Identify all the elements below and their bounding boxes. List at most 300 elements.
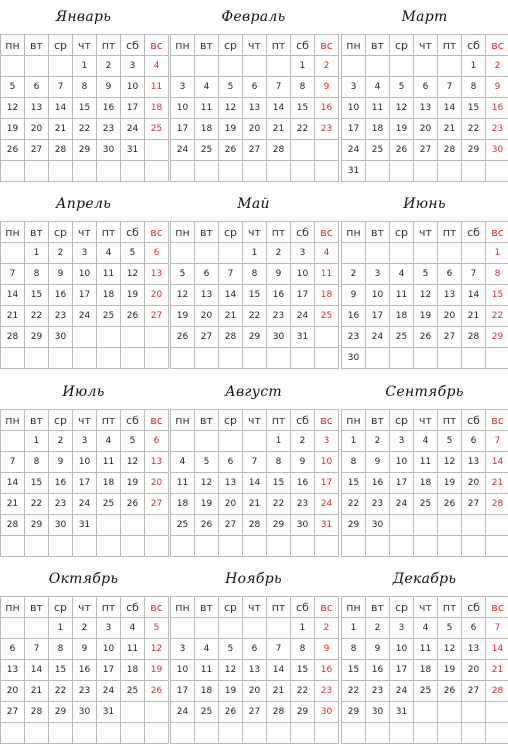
day-cell: 7 [1, 452, 25, 473]
weekday-label: ср [390, 35, 414, 56]
week-row [1, 536, 169, 557]
empty-cell [243, 56, 267, 77]
day-cell: 12 [438, 452, 462, 473]
empty-cell [121, 702, 145, 723]
day-cell: 26 [171, 327, 195, 348]
empty-cell [25, 161, 49, 182]
week-row [1, 681, 169, 702]
day-cell: 25 [414, 681, 438, 702]
day-cell: 19 [121, 473, 145, 494]
day-cell: 4 [121, 618, 145, 639]
day-cell: 10 [73, 452, 97, 473]
day-cell: 3 [366, 264, 390, 285]
day-cell: 15 [291, 98, 315, 119]
day-cell: 6 [462, 431, 486, 452]
day-cell: 26 [121, 494, 145, 515]
empty-cell [291, 348, 315, 369]
weekday-label: чт [73, 35, 97, 56]
day-cell: 30 [366, 515, 390, 536]
weekday-label: пт [267, 222, 291, 243]
empty-cell [97, 348, 121, 369]
day-cell: 5 [438, 618, 462, 639]
day-cell: 5 [171, 264, 195, 285]
day-cell: 12 [171, 285, 195, 306]
week-row [1, 618, 169, 639]
weekday-label: вт [25, 222, 49, 243]
empty-cell [342, 536, 366, 557]
day-cell: 29 [267, 515, 291, 536]
day-cell: 5 [438, 431, 462, 452]
weekday-label: ср [390, 410, 414, 431]
day-cell: 27 [195, 327, 219, 348]
day-cell: 11 [97, 264, 121, 285]
day-cell: 14 [486, 452, 508, 473]
week-row [171, 348, 339, 369]
month-title: Май [170, 187, 337, 221]
empty-cell [462, 515, 486, 536]
empty-cell [315, 327, 339, 348]
empty-cell [25, 348, 49, 369]
weekday-label: чт [243, 410, 267, 431]
day-cell: 11 [145, 77, 169, 98]
empty-cell [462, 161, 486, 182]
day-cell: 28 [438, 140, 462, 161]
empty-cell [145, 327, 169, 348]
day-cell: 22 [462, 119, 486, 140]
day-cell: 4 [195, 77, 219, 98]
day-cell: 4 [315, 243, 339, 264]
empty-cell [49, 56, 73, 77]
weekday-label: вт [195, 597, 219, 618]
day-cell: 25 [97, 494, 121, 515]
day-cell: 13 [243, 98, 267, 119]
day-cell: 1 [342, 431, 366, 452]
weekday-header-row [342, 597, 508, 618]
empty-cell [145, 515, 169, 536]
day-cell: 31 [121, 140, 145, 161]
weekday-header-row [1, 35, 169, 56]
day-cell: 7 [25, 639, 49, 660]
week-row [342, 618, 508, 639]
day-cell: 1 [291, 618, 315, 639]
day-cell: 23 [97, 119, 121, 140]
day-cell: 23 [486, 119, 508, 140]
week-row [342, 348, 508, 369]
day-cell: 8 [267, 452, 291, 473]
day-cell: 27 [145, 306, 169, 327]
day-cell: 15 [342, 473, 366, 494]
day-cell: 7 [267, 639, 291, 660]
weekday-label: пт [438, 410, 462, 431]
weekday-label: сб [121, 35, 145, 56]
week-row [171, 285, 339, 306]
day-cell: 1 [291, 56, 315, 77]
week-row [1, 348, 169, 369]
week-row [342, 306, 508, 327]
day-cell: 6 [145, 243, 169, 264]
day-cell: 11 [121, 639, 145, 660]
weekday-label: ср [49, 597, 73, 618]
week-row [342, 723, 508, 744]
weekday-label: ср [219, 410, 243, 431]
week-row [342, 431, 508, 452]
day-cell: 19 [145, 660, 169, 681]
day-cell: 9 [315, 639, 339, 660]
day-cell: 20 [438, 306, 462, 327]
week-row [342, 56, 508, 77]
empty-cell [462, 243, 486, 264]
week-row [1, 702, 169, 723]
day-cell: 2 [49, 431, 73, 452]
day-cell: 28 [1, 327, 25, 348]
day-cell: 16 [97, 98, 121, 119]
empty-cell [1, 348, 25, 369]
weekday-label: пт [97, 222, 121, 243]
empty-cell [243, 431, 267, 452]
week-row [342, 140, 508, 161]
day-cell: 8 [25, 452, 49, 473]
week-row [171, 98, 339, 119]
weekday-header-row [171, 222, 339, 243]
empty-cell [342, 723, 366, 744]
week-row [1, 264, 169, 285]
day-cell: 25 [366, 140, 390, 161]
day-cell: 10 [121, 77, 145, 98]
day-cell: 2 [366, 618, 390, 639]
day-cell: 9 [49, 264, 73, 285]
weekday-label: ср [390, 222, 414, 243]
month-title: Ноябрь [170, 562, 337, 596]
day-cell: 21 [486, 473, 508, 494]
day-cell: 13 [25, 98, 49, 119]
week-row [171, 56, 339, 77]
day-cell: 8 [291, 77, 315, 98]
day-cell: 26 [121, 306, 145, 327]
weekday-label: чт [243, 222, 267, 243]
day-cell: 17 [342, 119, 366, 140]
weekday-label: вт [25, 35, 49, 56]
day-cell: 17 [171, 681, 195, 702]
day-cell: 19 [219, 681, 243, 702]
empty-cell [390, 723, 414, 744]
day-cell: 12 [121, 264, 145, 285]
day-cell: 11 [315, 264, 339, 285]
empty-cell [145, 140, 169, 161]
day-cell: 9 [366, 639, 390, 660]
day-cell: 24 [342, 140, 366, 161]
day-cell: 13 [145, 452, 169, 473]
day-cell: 31 [315, 515, 339, 536]
weekday-label: чт [243, 597, 267, 618]
day-cell: 24 [390, 681, 414, 702]
day-cell: 2 [315, 618, 339, 639]
day-cell: 6 [462, 618, 486, 639]
day-cell: 20 [462, 660, 486, 681]
empty-cell [291, 140, 315, 161]
empty-cell [121, 723, 145, 744]
day-cell: 15 [342, 660, 366, 681]
weekday-label: вт [25, 597, 49, 618]
day-cell: 29 [25, 515, 49, 536]
empty-cell [414, 702, 438, 723]
month-title: Декабрь [341, 562, 508, 596]
day-cell: 21 [1, 494, 25, 515]
day-cell: 26 [438, 494, 462, 515]
empty-cell [73, 723, 97, 744]
day-cell: 10 [291, 264, 315, 285]
day-cell: 16 [267, 285, 291, 306]
weekday-label: пн [171, 222, 195, 243]
day-cell: 2 [97, 56, 121, 77]
week-row [1, 98, 169, 119]
day-cell: 23 [366, 681, 390, 702]
day-cell: 30 [267, 327, 291, 348]
week-row [1, 494, 169, 515]
empty-cell [291, 536, 315, 557]
day-cell: 17 [73, 473, 97, 494]
empty-cell [366, 348, 390, 369]
empty-cell [219, 243, 243, 264]
day-cell: 17 [291, 285, 315, 306]
day-cell: 16 [486, 98, 508, 119]
day-cell: 3 [171, 77, 195, 98]
day-cell: 7 [486, 431, 508, 452]
empty-cell [171, 618, 195, 639]
empty-cell [438, 515, 462, 536]
day-cell: 14 [462, 285, 486, 306]
day-cell: 27 [462, 681, 486, 702]
day-cell: 19 [1, 119, 25, 140]
day-cell: 22 [291, 681, 315, 702]
day-cell: 1 [267, 431, 291, 452]
day-cell: 24 [97, 681, 121, 702]
empty-cell [342, 243, 366, 264]
week-row [1, 243, 169, 264]
day-cell: 14 [438, 98, 462, 119]
weekday-label: ср [390, 597, 414, 618]
empty-cell [438, 161, 462, 182]
day-cell: 20 [243, 681, 267, 702]
weekday-label: пн [1, 222, 25, 243]
empty-cell [366, 723, 390, 744]
day-cell: 2 [73, 618, 97, 639]
day-cell: 8 [291, 639, 315, 660]
day-cell: 26 [195, 515, 219, 536]
weekday-label: чт [73, 410, 97, 431]
day-cell: 19 [219, 119, 243, 140]
week-row [171, 536, 339, 557]
day-cell: 8 [342, 452, 366, 473]
month-title: Сентябрь [341, 375, 508, 409]
day-cell: 1 [73, 56, 97, 77]
day-cell: 5 [390, 77, 414, 98]
empty-cell [315, 140, 339, 161]
weekday-label: вс [145, 410, 169, 431]
day-cell: 23 [267, 306, 291, 327]
day-cell: 4 [414, 431, 438, 452]
weekday-label: пт [97, 597, 121, 618]
empty-cell [219, 348, 243, 369]
day-cell: 12 [414, 285, 438, 306]
empty-cell [97, 536, 121, 557]
day-cell: 22 [342, 681, 366, 702]
day-cell: 16 [366, 660, 390, 681]
week-row [171, 161, 339, 182]
empty-cell [97, 327, 121, 348]
day-cell: 27 [462, 494, 486, 515]
day-cell: 25 [195, 140, 219, 161]
day-cell: 21 [438, 119, 462, 140]
week-row [342, 660, 508, 681]
empty-cell [1, 723, 25, 744]
empty-cell [267, 618, 291, 639]
day-cell: 14 [486, 639, 508, 660]
day-cell: 27 [414, 140, 438, 161]
day-cell: 8 [486, 264, 508, 285]
day-cell: 3 [291, 243, 315, 264]
week-row [1, 285, 169, 306]
day-cell: 25 [171, 515, 195, 536]
week-row [171, 660, 339, 681]
day-cell: 15 [486, 285, 508, 306]
day-cell: 7 [462, 264, 486, 285]
day-cell: 3 [390, 618, 414, 639]
day-cell: 9 [267, 264, 291, 285]
day-cell: 1 [486, 243, 508, 264]
day-cell: 28 [267, 140, 291, 161]
month-title: Август [170, 375, 337, 409]
weekday-label: сб [462, 410, 486, 431]
day-cell: 27 [25, 140, 49, 161]
day-cell: 10 [315, 452, 339, 473]
empty-cell [438, 348, 462, 369]
weekday-label: вт [366, 222, 390, 243]
day-cell: 26 [219, 140, 243, 161]
day-cell: 26 [1, 140, 25, 161]
week-row [342, 264, 508, 285]
day-cell: 20 [145, 473, 169, 494]
week-row [342, 702, 508, 723]
day-cell: 30 [49, 327, 73, 348]
day-cell: 18 [97, 473, 121, 494]
day-cell: 4 [195, 639, 219, 660]
weekday-label: ср [49, 35, 73, 56]
day-cell: 21 [49, 119, 73, 140]
week-row [342, 452, 508, 473]
day-cell: 21 [1, 306, 25, 327]
day-cell: 23 [366, 494, 390, 515]
weekday-label: вс [486, 410, 508, 431]
empty-cell [315, 536, 339, 557]
empty-cell [462, 348, 486, 369]
weekday-label: сб [291, 597, 315, 618]
weekday-label: вт [195, 222, 219, 243]
day-cell: 2 [267, 243, 291, 264]
empty-cell [486, 161, 508, 182]
empty-cell [219, 723, 243, 744]
week-row [171, 515, 339, 536]
day-cell: 27 [243, 702, 267, 723]
month-title: Январь [0, 0, 167, 34]
weekday-label: пт [438, 222, 462, 243]
empty-cell [145, 536, 169, 557]
day-cell: 11 [171, 473, 195, 494]
day-cell: 10 [366, 285, 390, 306]
week-row [171, 723, 339, 744]
month-grid [170, 34, 339, 182]
week-row [1, 639, 169, 660]
weekday-label: чт [414, 597, 438, 618]
empty-cell [121, 327, 145, 348]
weekday-label: вт [25, 410, 49, 431]
day-cell: 19 [390, 119, 414, 140]
day-cell: 22 [73, 119, 97, 140]
day-cell: 15 [25, 285, 49, 306]
week-row [171, 431, 339, 452]
day-cell: 27 [1, 702, 25, 723]
weekday-label: пт [438, 35, 462, 56]
day-cell: 25 [390, 327, 414, 348]
day-cell: 7 [1, 264, 25, 285]
empty-cell [1, 618, 25, 639]
empty-cell [414, 243, 438, 264]
empty-cell [171, 536, 195, 557]
empty-cell [219, 536, 243, 557]
day-cell: 19 [414, 306, 438, 327]
empty-cell [414, 515, 438, 536]
month-title: Февраль [170, 0, 337, 34]
empty-cell [1, 56, 25, 77]
weekday-label: пт [267, 597, 291, 618]
week-row [1, 140, 169, 161]
day-cell: 29 [243, 327, 267, 348]
weekday-label: вс [315, 222, 339, 243]
day-cell: 9 [486, 77, 508, 98]
month-grid [170, 596, 339, 744]
day-cell: 9 [342, 285, 366, 306]
day-cell: 29 [25, 327, 49, 348]
day-cell: 5 [1, 77, 25, 98]
weekday-label: чт [243, 35, 267, 56]
day-cell: 6 [243, 639, 267, 660]
week-row [1, 515, 169, 536]
weekday-label: вт [366, 410, 390, 431]
weekday-label: пт [97, 35, 121, 56]
day-cell: 20 [414, 119, 438, 140]
empty-cell [25, 723, 49, 744]
empty-cell [195, 536, 219, 557]
day-cell: 5 [121, 243, 145, 264]
empty-cell [25, 618, 49, 639]
empty-cell [121, 161, 145, 182]
weekday-label: вс [145, 597, 169, 618]
weekday-label: чт [414, 35, 438, 56]
weekday-label: сб [121, 597, 145, 618]
day-cell: 4 [366, 77, 390, 98]
day-cell: 12 [390, 98, 414, 119]
empty-cell [1, 536, 25, 557]
day-cell: 23 [315, 119, 339, 140]
day-cell: 7 [243, 452, 267, 473]
day-cell: 20 [219, 494, 243, 515]
day-cell: 16 [342, 306, 366, 327]
week-row [171, 140, 339, 161]
empty-cell [390, 161, 414, 182]
day-cell: 18 [366, 119, 390, 140]
week-row [171, 702, 339, 723]
day-cell: 14 [1, 473, 25, 494]
month-title: Март [341, 0, 508, 34]
